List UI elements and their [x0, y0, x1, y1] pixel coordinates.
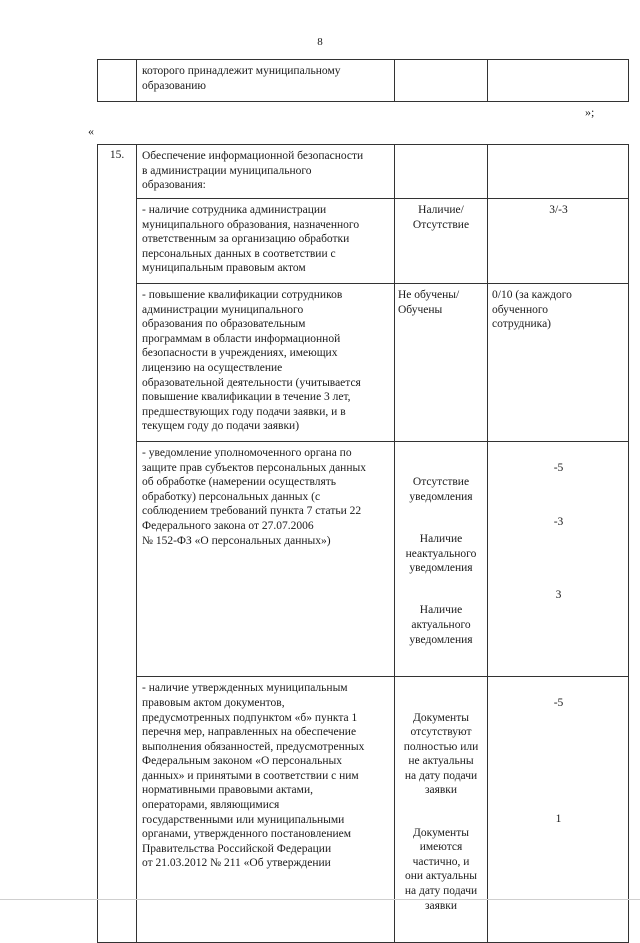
score-value: 1 [555, 812, 562, 825]
criterion-description: - наличие утвержденных муниципальным правовым актом документов, предусмотренных подпунктом «б» пункта 1 перечня мер, направленных на обеспечение выполнения обязанностей, предусмотренных Федеральным законом «О персональных данных» и принятыми в соответствии с ним нормативными правовыми актами, операторами, являющимися государственными или муниципальными органами, утвержденного постановлением Правительства Российской Федерации от 21.03.2012 № 211 «Об утверждении [137, 677, 395, 943]
closing-mark: »; [585, 105, 595, 119]
criterion-description: - уведомление уполномоченного органа по защите прав субъектов персональных данных об обработке (намерении осуществлять обработку) персональных данных (с соблюдением требований пункта 7 статьи 22 Федерального закона от 27.07.2006 № 152-ФЗ «О персональных данных») [137, 442, 395, 677]
criterion-values [395, 442, 488, 677]
criterion-option: Отсутствие уведомления [409, 476, 473, 503]
score-cell [488, 60, 629, 102]
continuation-table [97, 59, 629, 102]
section-header: Обеспечение информационной безопасности в администрации муниципального образования: [137, 145, 395, 199]
score-value: -5 [553, 461, 564, 474]
criterion-option: Наличие неактуального уведомления [405, 532, 477, 575]
criteria-cell [395, 60, 488, 102]
page-number: 8 [317, 36, 323, 48]
criterion-option: Документы имеются частично, и они актуальны на дату подачи заявки [404, 826, 478, 912]
criterion-values: Наличие/ Отсутствие [395, 199, 488, 284]
row-number: 15. [98, 145, 137, 943]
criteria-table [97, 144, 629, 943]
criterion-scores [488, 442, 629, 677]
page-edge-line [0, 899, 640, 900]
criterion-scores: 0/10 (за каждого обученного сотрудника) [488, 284, 629, 442]
criteria-cell [395, 145, 488, 199]
criterion-values: Не обучены/ Обучены [395, 284, 488, 442]
criterion-description: - наличие сотрудника администрации муниципального образования, назначенного ответственным за организацию обработки персональных данных в соответствии с муниципальным правовым актом [137, 199, 395, 284]
score-value: -5 [553, 696, 564, 709]
criterion-description: - повышение квалификации сотрудников администрации муниципального образования по образовательным программам в области информационной безопасности в учреждениях, имеющих лицензию на осуществление образовательной деятельности (учитывается повышение квалификации в течение 3 лет, предшествующих году подачи заявки, и в текущем году до подачи заявки) [137, 284, 395, 442]
opening-mark: « [88, 124, 94, 138]
score-cell [488, 145, 629, 199]
criterion-scores: 3/-3 [488, 199, 629, 284]
criterion-option: Наличие актуального уведомления [409, 604, 473, 646]
number-cell [98, 60, 137, 102]
criterion-option: Документы отсутствуют полностью или не актуальны на дату подачи заявки [403, 711, 479, 797]
score-value: 3 [555, 588, 562, 601]
description-cell: которого принадлежит муниципальному образованию [137, 60, 395, 102]
score-value: -3 [553, 516, 564, 529]
